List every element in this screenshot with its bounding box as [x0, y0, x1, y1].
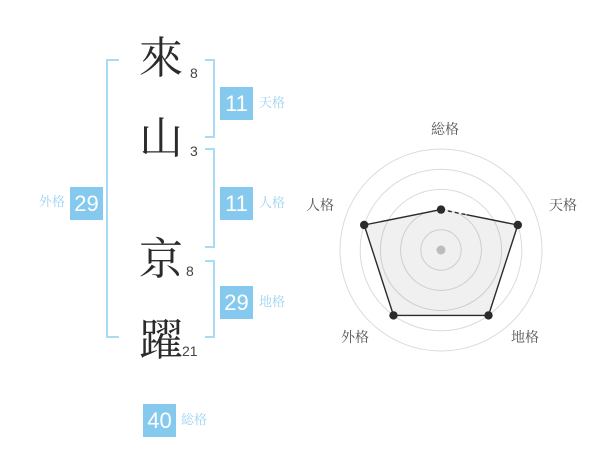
gaikaku-label: 外格 [39, 194, 66, 209]
radar-data-point [514, 221, 522, 229]
name-char-3: 京 [139, 235, 183, 284]
radar-data-point [360, 221, 368, 229]
chikaku-label: 地格 [259, 294, 286, 309]
soukaku-value-badge: 40 [143, 404, 176, 437]
stroke-count-2: 3 [190, 143, 198, 159]
radar-series-fill [364, 210, 518, 316]
stroke-count-3: 8 [186, 263, 194, 279]
tenkaku-value-badge: 11 [220, 87, 253, 120]
stroke-count-4: 21 [182, 343, 198, 359]
radar-center-dot [437, 246, 446, 255]
gaikaku-value-badge: 29 [70, 187, 103, 220]
gaikaku-bracket [106, 59, 119, 338]
fortune-radar-chart [290, 95, 600, 385]
tenkaku-label: 天格 [259, 95, 286, 110]
radar-data-point [389, 311, 397, 319]
name-char-4: 躍 [139, 316, 183, 365]
jinkaku-value-badge: 11 [220, 187, 253, 220]
radar-data-point [484, 311, 492, 319]
tenkaku-bracket [205, 59, 215, 138]
name-char-2: 山 [139, 114, 183, 163]
radar-axis-label-jinkaku: 人格 [306, 197, 334, 213]
jinkaku-bracket [205, 148, 215, 248]
stroke-count-1: 8 [190, 65, 198, 81]
radar-axis-label-soukaku: 総格 [431, 121, 459, 137]
radar-axis-label-tenkaku: 天格 [549, 197, 577, 213]
radar-axis-label-chikaku: 地格 [511, 329, 539, 345]
soukaku-label: 総格 [181, 412, 208, 427]
chikaku-bracket [205, 260, 215, 338]
radar-axis-label-gaikaku: 外格 [341, 329, 369, 345]
name-char-1: 來 [139, 34, 183, 83]
chikaku-value-badge: 29 [220, 286, 253, 319]
radar-data-point [437, 205, 445, 213]
jinkaku-label: 人格 [259, 195, 286, 210]
